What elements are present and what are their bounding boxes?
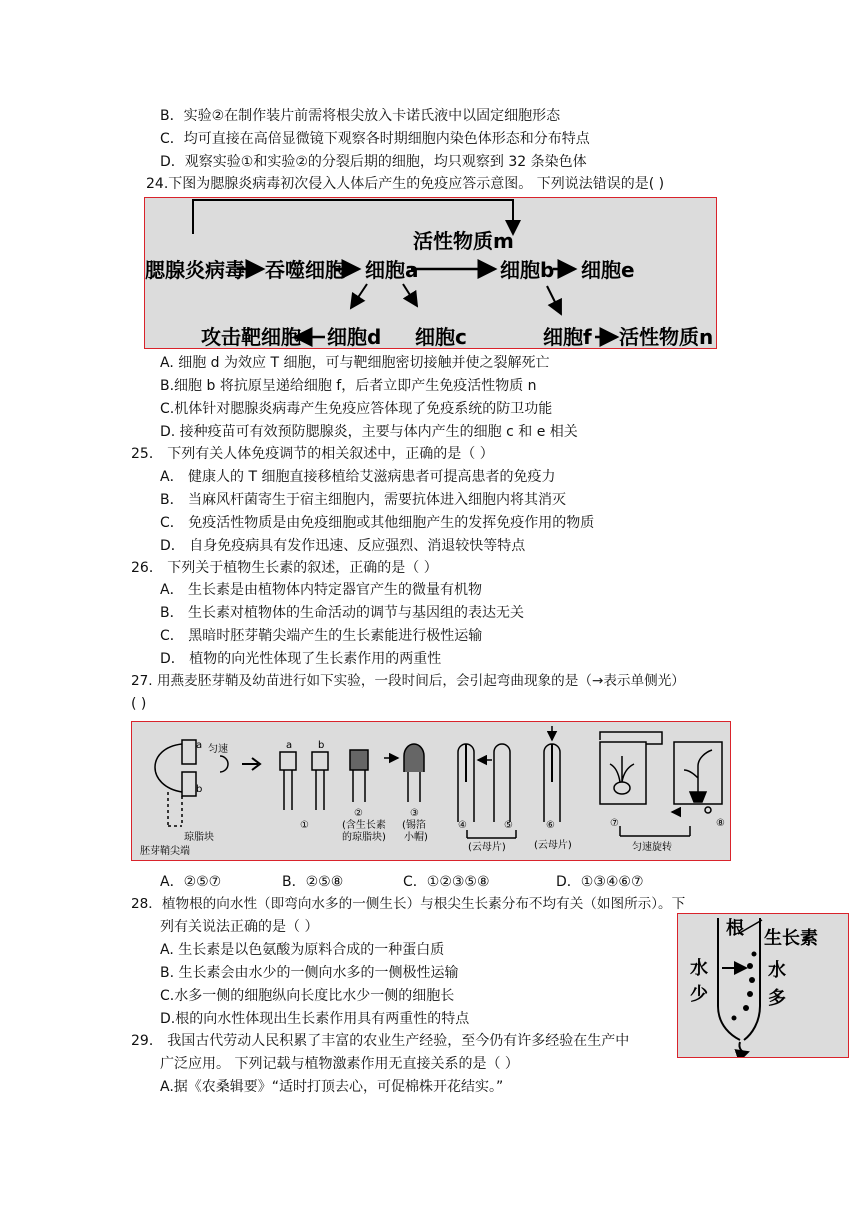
label-tip: 胚芽鞘尖端: [140, 846, 190, 857]
label-root: 根: [726, 918, 744, 939]
q28-option-b: B. 生长素会由水少的一侧向水多的一侧极性运输: [160, 965, 459, 981]
label-b: b: [196, 784, 203, 795]
label-mica1: (云母片): [468, 842, 506, 853]
label-substance-n: 活性物质n: [619, 325, 714, 348]
q24-stem: 24.下图为腮腺炎病毒初次侵入人体后产生的免疫应答示意图。 下列说法错误的是( ): [146, 176, 665, 192]
q24-option-a: A. 细胞 d 为效应 T 细胞，可与靶细胞密切接触并使之裂解死亡: [160, 355, 550, 371]
q27-option-d: D．①③④⑥⑦: [556, 874, 644, 890]
label-attack-target: 攻击靶细胞: [201, 325, 301, 348]
label-n4: ④: [458, 820, 467, 831]
label-cell-f: 细胞f: [543, 325, 592, 348]
q23-option-d: D．观察实验①和实验②的分裂后期的细胞，均只观察到 32 条染色体: [160, 154, 587, 170]
q26-option-a: A． 生长素是由植物体内特定器官产生的微量有机物: [160, 582, 483, 598]
root-hydrotropism-figure: [677, 913, 849, 1058]
label-less: 少: [690, 984, 708, 1005]
q27-stem: 27. 用燕麦胚芽鞘及幼苗进行如下实验，一段时间后，会引起弯曲现象的是（→表示单侧光）: [131, 673, 685, 689]
q24-option-b: B.细胞 b 将抗原呈递给细胞 f，后者立即产生免疫活性物质 n: [160, 378, 537, 394]
label-cell-e: 细胞e: [581, 258, 635, 282]
q26-option-c: C． 黑暗时胚芽鞘尖端产生的生长素能进行极性运输: [160, 628, 483, 644]
label-n2b: 的琼脂块): [342, 832, 386, 843]
q25-option-a: A． 健康人的 T 细胞直接移植给艾滋病患者可提高患者的免疫力: [160, 469, 556, 485]
q25-option-c: C． 免疫活性物质是由免疫细胞或其他细胞产生的发挥免疫作用的物质: [160, 515, 595, 531]
label-n2a: (含生长素: [342, 820, 386, 831]
q28-stem-line1: 28．植物根的向水性（即弯向水多的一侧生长）与根尖生长素分布不均有关（如图所示）。下: [131, 896, 686, 912]
label-substance-m: 活性物质m: [413, 229, 514, 253]
q25-option-d: D． 自身免疫病具有发作迅速、反应强烈、消退较快等特点: [160, 538, 526, 554]
label-more: 多: [768, 988, 786, 1009]
label-n3b: 小帽): [404, 832, 428, 843]
label-uniform: 匀速: [208, 744, 228, 755]
label-mica2: (云母片): [534, 840, 572, 851]
label-b2: b: [318, 740, 325, 751]
label-n2: ②: [354, 808, 363, 819]
label-n6: ⑥: [546, 820, 555, 831]
label-water-left: 水: [690, 958, 708, 979]
label-water-right: 水: [768, 960, 786, 981]
label-n3: ③: [410, 808, 419, 819]
q27-option-c: C．①②③⑤⑧: [403, 874, 490, 890]
label-cell-c: 细胞c: [415, 325, 467, 348]
q23-option-b: B．实验②在制作装片前需将根尖放入卡诺氏液中以固定细胞形态: [160, 108, 561, 124]
label-rotate: 匀速旋转: [632, 842, 672, 853]
label-n3a: (锡箔: [402, 820, 426, 831]
q26-option-d: D． 植物的向光性体现了生长素作用的两重性: [160, 651, 442, 667]
q28-option-d: D.根的向水性体现出生长素作用具有两重性的特点: [160, 1011, 470, 1027]
label-a: a: [196, 740, 203, 751]
q23-option-c: C．均可直接在高倍显微镜下观察各时期细胞内染色体形态和分布特点: [160, 131, 590, 147]
q25-option-b: B． 当麻风杆菌寄生于宿主细胞内，需要抗体进入细胞内将其消灭: [160, 492, 567, 508]
label-a2: a: [286, 740, 293, 751]
q29-stem-line2: 广泛应用。 下列记载与植物激素作用无直接关系的是（ ）: [160, 1056, 519, 1072]
q24-option-c: C.机体针对腮腺炎病毒产生免疫应答体现了免疫系统的防卫功能: [160, 401, 553, 417]
q28-option-a: A. 生长素是以色氨酸为原料合成的一种蛋白质: [160, 942, 445, 958]
q28-stem-line2: 列有关说法正确的是（ ）: [160, 919, 319, 935]
q26-stem: 26． 下列关于植物生长素的叙述，正确的是（ ）: [131, 560, 438, 576]
label-virus: 腮腺炎病毒: [145, 258, 245, 282]
label-cell-d: 细胞d: [327, 325, 382, 348]
q25-stem: 25． 下列有关人体免疫调节的相关叙述中，正确的是（ ）: [131, 446, 494, 462]
label-auxin: 生长素: [764, 928, 818, 949]
label-n8: ⑧: [716, 818, 725, 829]
label-agar: 琼脂块: [184, 832, 214, 843]
immune-response-diagram: [144, 197, 717, 349]
q28-option-c: C.水多一侧的细胞纵向长度比水少一侧的细胞长: [160, 988, 455, 1004]
q27-option-b: B．②⑤⑧: [282, 874, 344, 890]
label-n5: ⑤: [504, 820, 513, 831]
label-n1: ①: [300, 820, 309, 831]
q26-option-b: B． 生长素对植物体的生命活动的调节与基因组的表达无关: [160, 605, 525, 621]
q27-option-a: A．②⑤⑦: [160, 874, 222, 890]
label-cell-a: 细胞a: [365, 258, 419, 282]
label-n7: ⑦: [610, 818, 619, 829]
coleoptile-experiment-figure: [131, 721, 731, 861]
q29-stem-line1: 29． 我国古代劳动人民积累了丰富的农业生产经验，至今仍有许多经验在生产中: [131, 1033, 630, 1049]
q24-option-d: D. 接种疫苗可有效预防腮腺炎，主要与体内产生的细胞 c 和 e 相关: [160, 424, 578, 440]
label-cell-b: 细胞b: [500, 258, 555, 282]
q27-paren: ( ): [131, 696, 147, 712]
label-phagocyte: 吞噬细胞: [265, 258, 345, 282]
q29-option-a: A.据《农桑辑要》“适时打顶去心，可促棉株开花结实。”: [160, 1079, 504, 1095]
